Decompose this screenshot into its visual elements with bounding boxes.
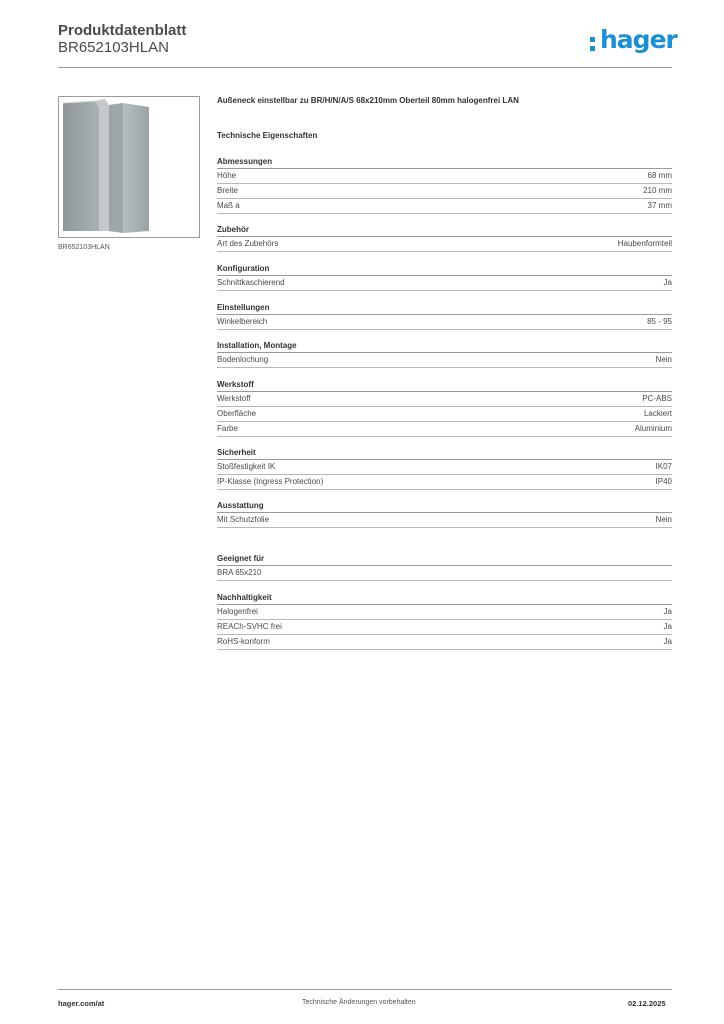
section-zubehör <box>217 223 672 252</box>
property-value: Ja <box>663 622 672 631</box>
property-value: Nein <box>655 355 672 364</box>
property-value: Ja <box>663 278 672 287</box>
property-row <box>217 620 672 635</box>
property-row <box>217 392 672 407</box>
property-label: Halogenfrei <box>217 607 258 616</box>
property-row <box>217 635 672 650</box>
property-row <box>217 184 672 199</box>
property-label: REACh-SVHC frei <box>217 622 282 631</box>
product-corner-icon <box>59 97 199 237</box>
logo-text: hager <box>600 25 677 54</box>
section-installation-montage <box>217 339 672 368</box>
property-label: Oberfläche <box>217 409 257 418</box>
section-geeignet-für <box>217 552 672 581</box>
property-row <box>217 460 672 475</box>
product-description: Außeneck einstellbar zu BR/H/N/A/S 68x210mm Oberteil 80mm halogenfrei LAN <box>217 96 519 105</box>
property-value: 210 mm <box>643 186 672 195</box>
property-label: Mit Schutzfolie <box>217 515 270 524</box>
product-image <box>58 96 200 238</box>
section-heading: Werkstoff <box>217 378 672 392</box>
property-value: Ja <box>663 607 672 616</box>
property-value: Lackiert <box>643 409 672 418</box>
property-row <box>217 566 672 581</box>
property-label: Maß a <box>217 201 240 210</box>
property-row <box>217 407 672 422</box>
property-value: IP40 <box>655 477 672 486</box>
footer-notice: Technische Änderungen vorbehalten <box>302 999 416 1006</box>
logo-dots-icon <box>590 37 596 52</box>
section-abmessungen <box>217 155 672 214</box>
document-title: Produktdatenblatt <box>58 22 187 39</box>
section-einstellungen <box>217 301 672 330</box>
property-label: Bodenlochung <box>217 355 269 364</box>
section-nachhaltigkeit <box>217 591 672 650</box>
section-heading: Einstellungen <box>217 301 672 315</box>
property-row <box>217 169 672 184</box>
property-value: PC-ABS <box>642 394 672 403</box>
header-divider <box>58 67 672 68</box>
property-label: RoHS-konform <box>217 637 270 646</box>
property-label: Werkstoff <box>217 394 251 403</box>
property-label: Winkelbereich <box>217 317 268 326</box>
section-konfiguration <box>217 262 672 291</box>
section-werkstoff <box>217 378 672 437</box>
property-value: 68 mm <box>647 171 672 180</box>
property-label: Höhe <box>217 171 237 180</box>
property-row <box>217 315 672 330</box>
property-row <box>217 199 672 214</box>
property-row <box>217 353 672 368</box>
property-label: Stoßfestigkeit IK <box>217 462 276 471</box>
property-row <box>217 276 672 291</box>
property-label: Breite <box>217 186 238 195</box>
property-label: Art des Zubehörs <box>217 239 279 248</box>
section-heading: Sicherheit <box>217 446 672 460</box>
property-value: Ja <box>663 637 672 646</box>
property-value: Nein <box>655 515 672 524</box>
property-label: BRA 65x210 <box>217 568 262 577</box>
product-code: BR652103HLAN <box>58 39 169 56</box>
section-heading: Installation, Montage <box>217 339 672 353</box>
property-value: 37 mm <box>647 201 672 210</box>
section-sicherheit <box>217 446 672 490</box>
section-heading: Konfiguration <box>217 262 672 276</box>
property-label: IP-Klasse (Ingress Protection) <box>217 477 324 486</box>
property-row <box>217 605 672 620</box>
property-value: Haubenformteil <box>617 239 672 248</box>
property-row <box>217 475 672 490</box>
footer-date: 02.12.2025 <box>628 999 666 1008</box>
section-heading: Zubehör <box>217 223 672 237</box>
section-heading: Ausstattung <box>217 499 672 513</box>
property-row <box>217 237 672 252</box>
section-ausstattung <box>217 499 672 528</box>
section-heading: Abmessungen <box>217 155 672 169</box>
section-heading: Geeignet für <box>217 552 672 566</box>
property-value: 85 - 95 <box>647 317 672 326</box>
footer-website-link[interactable]: hager.com/at <box>58 999 105 1008</box>
property-value: IK07 <box>655 462 672 471</box>
technical-properties-heading: Technische Eigenschaften <box>217 131 318 140</box>
property-value: Aluminium <box>634 424 672 433</box>
image-caption: BR652103HLAN <box>58 244 110 251</box>
property-row <box>217 513 672 528</box>
property-row <box>217 422 672 437</box>
property-label: Schnittkaschierend <box>217 278 285 287</box>
hager-logo[interactable] <box>590 25 680 56</box>
footer-divider <box>58 989 672 990</box>
section-heading: Nachhaltigkeit <box>217 591 672 605</box>
property-label: Farbe <box>217 424 238 433</box>
